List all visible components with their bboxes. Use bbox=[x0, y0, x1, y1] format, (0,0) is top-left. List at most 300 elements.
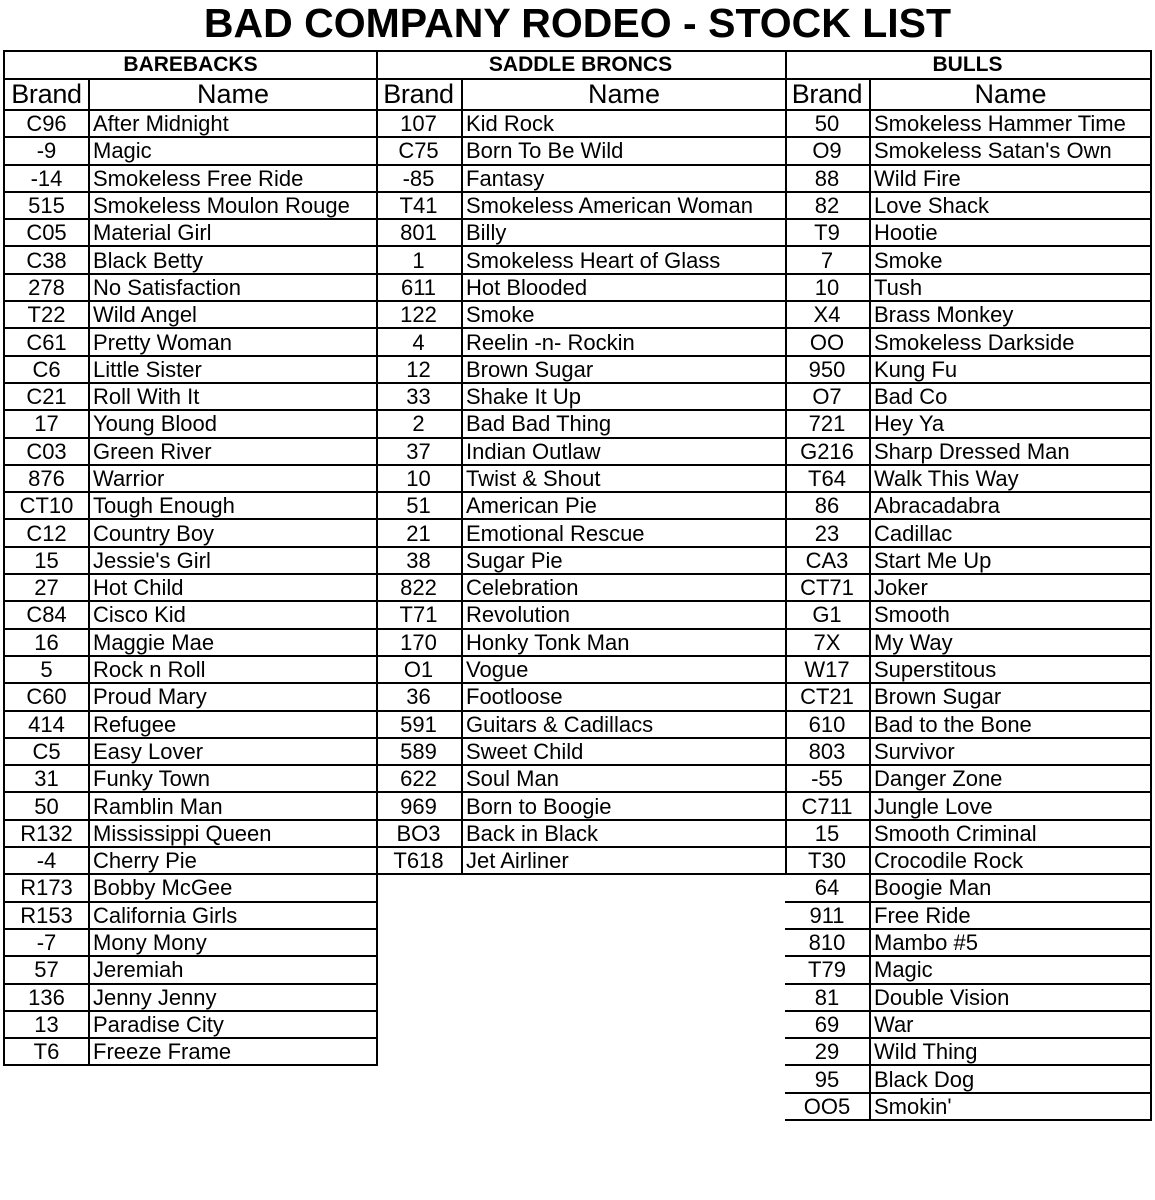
brand-cell: 721 bbox=[785, 410, 870, 437]
brand-cell: OO5 bbox=[785, 1093, 870, 1120]
brand-cell: C12 bbox=[4, 519, 89, 546]
stock-table-barebacks bbox=[3, 78, 378, 1066]
brand-cell: C5 bbox=[4, 738, 89, 765]
table-row bbox=[376, 492, 786, 519]
stock-table-bulls bbox=[785, 78, 1152, 1121]
name-cell: Footloose bbox=[462, 683, 786, 710]
table-row bbox=[376, 219, 786, 246]
table-row bbox=[785, 1038, 1151, 1065]
brand-cell: C711 bbox=[785, 792, 870, 819]
table-row bbox=[376, 274, 786, 301]
table-row bbox=[785, 629, 1151, 656]
name-cell: Jeremiah bbox=[89, 956, 377, 983]
name-cell: Wild Thing bbox=[870, 1038, 1151, 1065]
name-cell: Walk This Way bbox=[870, 465, 1151, 492]
table-row bbox=[4, 601, 377, 628]
column-header-name: Name bbox=[870, 79, 1151, 110]
name-cell: Sugar Pie bbox=[462, 547, 786, 574]
name-cell: Hootie bbox=[870, 219, 1151, 246]
name-cell: Material Girl bbox=[89, 219, 377, 246]
brand-cell: 801 bbox=[376, 219, 462, 246]
name-cell: Jessie's Girl bbox=[89, 547, 377, 574]
name-cell: Young Blood bbox=[89, 410, 377, 437]
name-cell: Born to Boogie bbox=[462, 792, 786, 819]
brand-cell: 31 bbox=[4, 765, 89, 792]
name-cell: Mississippi Queen bbox=[89, 820, 377, 847]
name-cell: Brown Sugar bbox=[462, 356, 786, 383]
brand-cell: 51 bbox=[376, 492, 462, 519]
column-header-row bbox=[376, 79, 786, 110]
brand-cell: 515 bbox=[4, 192, 89, 219]
table-row bbox=[785, 492, 1151, 519]
name-cell: Superstitous bbox=[870, 656, 1151, 683]
table-row bbox=[4, 1011, 377, 1038]
name-cell: Warrior bbox=[89, 465, 377, 492]
table-row bbox=[376, 519, 786, 546]
brand-cell: 969 bbox=[376, 792, 462, 819]
brand-cell: 57 bbox=[4, 956, 89, 983]
brand-cell: 278 bbox=[4, 274, 89, 301]
column-header-row bbox=[785, 79, 1151, 110]
name-cell: Freeze Frame bbox=[89, 1038, 377, 1065]
brand-cell: T71 bbox=[376, 601, 462, 628]
brand-cell: 95 bbox=[785, 1065, 870, 1092]
name-cell: Smokeless Hammer Time bbox=[870, 110, 1151, 137]
brand-cell: 17 bbox=[4, 410, 89, 437]
name-cell: Smoke bbox=[870, 246, 1151, 273]
name-cell: Black Dog bbox=[870, 1065, 1151, 1092]
name-cell: Kid Rock bbox=[462, 110, 786, 137]
name-cell: Wild Fire bbox=[870, 165, 1151, 192]
table-row bbox=[4, 410, 377, 437]
name-cell: Proud Mary bbox=[89, 683, 377, 710]
table-row bbox=[785, 438, 1151, 465]
table-row bbox=[376, 301, 786, 328]
brand-cell: W17 bbox=[785, 656, 870, 683]
table-row bbox=[785, 1065, 1151, 1092]
table-row bbox=[376, 383, 786, 410]
table-row bbox=[376, 601, 786, 628]
name-cell: Start Me Up bbox=[870, 547, 1151, 574]
name-cell: Smokeless Heart of Glass bbox=[462, 246, 786, 273]
name-cell: Back in Black bbox=[462, 820, 786, 847]
table-row bbox=[4, 301, 377, 328]
name-cell: Ramblin Man bbox=[89, 792, 377, 819]
brand-cell: C03 bbox=[4, 438, 89, 465]
brand-cell: CT21 bbox=[785, 683, 870, 710]
name-cell: Celebration bbox=[462, 574, 786, 601]
table-row bbox=[785, 820, 1151, 847]
table-row bbox=[785, 1093, 1151, 1120]
name-cell: Refugee bbox=[89, 711, 377, 738]
brand-cell: -55 bbox=[785, 765, 870, 792]
name-cell: Tough Enough bbox=[89, 492, 377, 519]
brand-cell: O9 bbox=[785, 137, 870, 164]
name-cell: Maggie Mae bbox=[89, 629, 377, 656]
table-row bbox=[4, 820, 377, 847]
brand-cell: T6 bbox=[4, 1038, 89, 1065]
brand-cell: G1 bbox=[785, 601, 870, 628]
table-row bbox=[785, 984, 1151, 1011]
brand-cell: C21 bbox=[4, 383, 89, 410]
table-row bbox=[376, 629, 786, 656]
table-row bbox=[4, 984, 377, 1011]
table-row bbox=[376, 738, 786, 765]
brand-cell: CT10 bbox=[4, 492, 89, 519]
brand-cell: O7 bbox=[785, 383, 870, 410]
table-row bbox=[785, 356, 1151, 383]
table-row bbox=[785, 683, 1151, 710]
table-row bbox=[4, 246, 377, 273]
table-row bbox=[785, 301, 1151, 328]
brand-cell: 136 bbox=[4, 984, 89, 1011]
stock-table-saddle-broncs bbox=[376, 78, 787, 875]
section-heading: BAREBACKS bbox=[3, 50, 378, 80]
table-row bbox=[376, 656, 786, 683]
table-row bbox=[4, 711, 377, 738]
name-cell: Billy bbox=[462, 219, 786, 246]
brand-cell: O1 bbox=[376, 656, 462, 683]
table-row bbox=[785, 956, 1151, 983]
brand-cell: 5 bbox=[4, 656, 89, 683]
name-cell: Soul Man bbox=[462, 765, 786, 792]
table-row bbox=[785, 574, 1151, 601]
table-row bbox=[4, 192, 377, 219]
table-row bbox=[376, 820, 786, 847]
brand-cell: 37 bbox=[376, 438, 462, 465]
table-row bbox=[785, 929, 1151, 956]
name-cell: Love Shack bbox=[870, 192, 1151, 219]
table-row bbox=[4, 519, 377, 546]
name-cell: My Way bbox=[870, 629, 1151, 656]
table-row bbox=[785, 410, 1151, 437]
brand-cell: 10 bbox=[785, 274, 870, 301]
brand-cell: 1 bbox=[376, 246, 462, 273]
name-cell: Green River bbox=[89, 438, 377, 465]
brand-cell: 15 bbox=[4, 547, 89, 574]
table-row bbox=[376, 547, 786, 574]
brand-cell: C75 bbox=[376, 137, 462, 164]
brand-cell: 876 bbox=[4, 465, 89, 492]
brand-cell: 33 bbox=[376, 383, 462, 410]
table-row bbox=[4, 929, 377, 956]
brand-cell: 21 bbox=[376, 519, 462, 546]
table-row bbox=[785, 383, 1151, 410]
table-row bbox=[785, 165, 1151, 192]
table-row bbox=[376, 410, 786, 437]
table-body bbox=[4, 110, 377, 1065]
brand-cell: 610 bbox=[785, 711, 870, 738]
brand-cell: 122 bbox=[376, 301, 462, 328]
table-row bbox=[4, 765, 377, 792]
brand-cell: 591 bbox=[376, 711, 462, 738]
name-cell: Bad Bad Thing bbox=[462, 410, 786, 437]
brand-cell: 64 bbox=[785, 874, 870, 901]
name-cell: Little Sister bbox=[89, 356, 377, 383]
name-cell: Jenny Jenny bbox=[89, 984, 377, 1011]
name-cell: Smoke bbox=[462, 301, 786, 328]
name-cell: No Satisfaction bbox=[89, 274, 377, 301]
name-cell: Abracadabra bbox=[870, 492, 1151, 519]
brand-cell: X4 bbox=[785, 301, 870, 328]
name-cell: Hot Blooded bbox=[462, 274, 786, 301]
brand-cell: T9 bbox=[785, 219, 870, 246]
brand-cell: BO3 bbox=[376, 820, 462, 847]
brand-cell: 81 bbox=[785, 984, 870, 1011]
name-cell: Black Betty bbox=[89, 246, 377, 273]
name-cell: Mony Mony bbox=[89, 929, 377, 956]
table-row bbox=[376, 328, 786, 355]
column-header-brand: Brand bbox=[4, 79, 89, 110]
name-cell: Smokeless Moulon Rouge bbox=[89, 192, 377, 219]
brand-cell: -7 bbox=[4, 929, 89, 956]
name-cell: Smokeless Free Ride bbox=[89, 165, 377, 192]
name-cell: Fantasy bbox=[462, 165, 786, 192]
name-cell: Born To Be Wild bbox=[462, 137, 786, 164]
brand-cell: T41 bbox=[376, 192, 462, 219]
brand-cell: T30 bbox=[785, 847, 870, 874]
brand-cell: 29 bbox=[785, 1038, 870, 1065]
brand-cell: 86 bbox=[785, 492, 870, 519]
name-cell: Bobby McGee bbox=[89, 874, 377, 901]
table-row bbox=[785, 1011, 1151, 1038]
table-row bbox=[4, 1038, 377, 1065]
brand-cell: -14 bbox=[4, 165, 89, 192]
table-body bbox=[376, 110, 786, 874]
table-row bbox=[785, 711, 1151, 738]
name-cell: Roll With It bbox=[89, 383, 377, 410]
name-cell: Cisco Kid bbox=[89, 601, 377, 628]
table-row bbox=[376, 792, 786, 819]
name-cell: Vogue bbox=[462, 656, 786, 683]
brand-cell: -9 bbox=[4, 137, 89, 164]
name-cell: Magic bbox=[89, 137, 377, 164]
table-row bbox=[376, 246, 786, 273]
brand-cell: C61 bbox=[4, 328, 89, 355]
table-row bbox=[785, 601, 1151, 628]
brand-cell: 107 bbox=[376, 110, 462, 137]
name-cell: War bbox=[870, 1011, 1151, 1038]
table-row bbox=[376, 465, 786, 492]
brand-cell: 50 bbox=[4, 792, 89, 819]
brand-cell: T79 bbox=[785, 956, 870, 983]
name-cell: Funky Town bbox=[89, 765, 377, 792]
table-row bbox=[785, 137, 1151, 164]
brand-cell: 82 bbox=[785, 192, 870, 219]
table-row bbox=[785, 328, 1151, 355]
name-cell: Smokin' bbox=[870, 1093, 1151, 1120]
section-heading: SADDLE BRONCS bbox=[376, 50, 787, 80]
column-header-row bbox=[4, 79, 377, 110]
brand-cell: C60 bbox=[4, 683, 89, 710]
name-cell: Sweet Child bbox=[462, 738, 786, 765]
brand-cell: 88 bbox=[785, 165, 870, 192]
table-row bbox=[4, 274, 377, 301]
name-cell: Smokeless American Woman bbox=[462, 192, 786, 219]
table-row bbox=[4, 792, 377, 819]
table-row bbox=[4, 219, 377, 246]
table-row bbox=[4, 629, 377, 656]
name-cell: Crocodile Rock bbox=[870, 847, 1151, 874]
brand-cell: -85 bbox=[376, 165, 462, 192]
brand-cell: C84 bbox=[4, 601, 89, 628]
name-cell: Easy Lover bbox=[89, 738, 377, 765]
table-body bbox=[785, 110, 1151, 1120]
name-cell: Danger Zone bbox=[870, 765, 1151, 792]
table-row bbox=[785, 874, 1151, 901]
brand-cell: 589 bbox=[376, 738, 462, 765]
table-row bbox=[376, 765, 786, 792]
brand-cell: 170 bbox=[376, 629, 462, 656]
name-cell: Free Ride bbox=[870, 902, 1151, 929]
brand-cell: 611 bbox=[376, 274, 462, 301]
name-cell: Revolution bbox=[462, 601, 786, 628]
table-row bbox=[785, 465, 1151, 492]
brand-cell: R132 bbox=[4, 820, 89, 847]
brand-cell: 622 bbox=[376, 765, 462, 792]
brand-cell: 27 bbox=[4, 574, 89, 601]
table-row bbox=[785, 792, 1151, 819]
column-header-brand: Brand bbox=[376, 79, 462, 110]
name-cell: Hot Child bbox=[89, 574, 377, 601]
brand-cell: 12 bbox=[376, 356, 462, 383]
brand-cell: 911 bbox=[785, 902, 870, 929]
table-row bbox=[785, 274, 1151, 301]
brand-cell: T22 bbox=[4, 301, 89, 328]
table-row bbox=[4, 574, 377, 601]
table-row bbox=[376, 356, 786, 383]
table-row bbox=[785, 219, 1151, 246]
table-row bbox=[785, 547, 1151, 574]
column-header-name: Name bbox=[89, 79, 377, 110]
name-cell: Sharp Dressed Man bbox=[870, 438, 1151, 465]
table-row bbox=[785, 246, 1151, 273]
section-heading: BULLS bbox=[785, 50, 1152, 80]
section-bulls bbox=[785, 50, 1152, 1121]
brand-cell: 4 bbox=[376, 328, 462, 355]
brand-cell: 38 bbox=[376, 547, 462, 574]
table-row bbox=[4, 547, 377, 574]
table-row bbox=[376, 683, 786, 710]
table-row bbox=[785, 656, 1151, 683]
name-cell: Smokeless Satan's Own bbox=[870, 137, 1151, 164]
brand-cell: 2 bbox=[376, 410, 462, 437]
brand-cell: 13 bbox=[4, 1011, 89, 1038]
name-cell: Twist & Shout bbox=[462, 465, 786, 492]
brand-cell: 810 bbox=[785, 929, 870, 956]
name-cell: Mambo #5 bbox=[870, 929, 1151, 956]
brand-cell: CA3 bbox=[785, 547, 870, 574]
name-cell: Smooth bbox=[870, 601, 1151, 628]
column-header-name: Name bbox=[462, 79, 786, 110]
table-row bbox=[376, 192, 786, 219]
name-cell: American Pie bbox=[462, 492, 786, 519]
name-cell: Bad to the Bone bbox=[870, 711, 1151, 738]
name-cell: Jet Airliner bbox=[462, 847, 786, 874]
table-row bbox=[376, 711, 786, 738]
name-cell: Cherry Pie bbox=[89, 847, 377, 874]
brand-cell: 15 bbox=[785, 820, 870, 847]
table-row bbox=[376, 137, 786, 164]
name-cell: Reelin -n- Rockin bbox=[462, 328, 786, 355]
name-cell: Indian Outlaw bbox=[462, 438, 786, 465]
name-cell: Joker bbox=[870, 574, 1151, 601]
name-cell: Jungle Love bbox=[870, 792, 1151, 819]
brand-cell: 36 bbox=[376, 683, 462, 710]
brand-cell: R173 bbox=[4, 874, 89, 901]
table-row bbox=[4, 165, 377, 192]
table-row bbox=[376, 438, 786, 465]
page-title: BAD COMPANY RODEO - STOCK LIST bbox=[203, 0, 952, 46]
name-cell: Smooth Criminal bbox=[870, 820, 1151, 847]
brand-cell: C05 bbox=[4, 219, 89, 246]
column-header-brand: Brand bbox=[785, 79, 870, 110]
name-cell: Country Boy bbox=[89, 519, 377, 546]
name-cell: Emotional Rescue bbox=[462, 519, 786, 546]
brand-cell: 10 bbox=[376, 465, 462, 492]
brand-cell: T64 bbox=[785, 465, 870, 492]
name-cell: Rock n Roll bbox=[89, 656, 377, 683]
brand-cell: 50 bbox=[785, 110, 870, 137]
table-row bbox=[4, 847, 377, 874]
name-cell: Brass Monkey bbox=[870, 301, 1151, 328]
brand-cell: OO bbox=[785, 328, 870, 355]
table-row bbox=[785, 519, 1151, 546]
name-cell: Wild Angel bbox=[89, 301, 377, 328]
name-cell: Kung Fu bbox=[870, 356, 1151, 383]
section-saddle-broncs bbox=[376, 50, 787, 875]
table-row bbox=[4, 656, 377, 683]
name-cell: After Midnight bbox=[89, 110, 377, 137]
table-row bbox=[4, 137, 377, 164]
name-cell: Shake It Up bbox=[462, 383, 786, 410]
table-row bbox=[4, 328, 377, 355]
table-row bbox=[4, 874, 377, 901]
brand-cell: 950 bbox=[785, 356, 870, 383]
name-cell: Pretty Woman bbox=[89, 328, 377, 355]
brand-cell: 23 bbox=[785, 519, 870, 546]
table-row bbox=[376, 574, 786, 601]
brand-cell: -4 bbox=[4, 847, 89, 874]
table-row bbox=[4, 356, 377, 383]
name-cell: Paradise City bbox=[89, 1011, 377, 1038]
brand-cell: C38 bbox=[4, 246, 89, 273]
table-row bbox=[376, 165, 786, 192]
brand-cell: 7 bbox=[785, 246, 870, 273]
table-row bbox=[4, 738, 377, 765]
name-cell: Brown Sugar bbox=[870, 683, 1151, 710]
name-cell: Bad Co bbox=[870, 383, 1151, 410]
section-barebacks bbox=[3, 50, 378, 1066]
name-cell: Tush bbox=[870, 274, 1151, 301]
brand-cell: 16 bbox=[4, 629, 89, 656]
name-cell: Smokeless Darkside bbox=[870, 328, 1151, 355]
table-row bbox=[4, 683, 377, 710]
name-cell: Cadillac bbox=[870, 519, 1151, 546]
brand-cell: 803 bbox=[785, 738, 870, 765]
table-row bbox=[376, 110, 786, 137]
name-cell: Guitars & Cadillacs bbox=[462, 711, 786, 738]
table-row bbox=[376, 847, 786, 874]
table-row bbox=[4, 438, 377, 465]
table-row bbox=[785, 110, 1151, 137]
brand-cell: C6 bbox=[4, 356, 89, 383]
brand-cell: G216 bbox=[785, 438, 870, 465]
table-row bbox=[785, 765, 1151, 792]
brand-cell: CT71 bbox=[785, 574, 870, 601]
table-row bbox=[785, 738, 1151, 765]
table-row bbox=[785, 847, 1151, 874]
